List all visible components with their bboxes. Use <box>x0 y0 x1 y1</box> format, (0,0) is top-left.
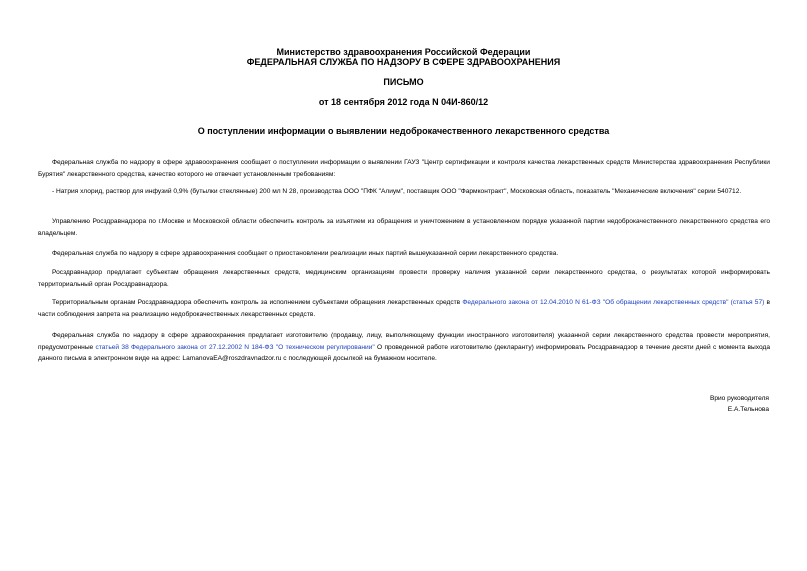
paragraph-3 <box>38 216 770 239</box>
paragraph-6-text <box>38 297 770 320</box>
federal-law-184-fz-link[interactable]: статьей 38 Федерального закона от 27.12.2002 N 184-ФЗ "О техническом регулировании" <box>95 343 375 351</box>
ministry-name: Министерство здравоохранения Российской Федерации <box>276 47 531 57</box>
federal-law-61-fz-link[interactable]: Федерального закона от 12.04.2010 N 61-ФЗ "Об обращении лекарственных средств" (статья 57) <box>462 299 765 306</box>
paragraph-7-text-before: Федеральная служба по надзору в сфере здравоохранения предлагает изготовителю (продавцу, лицу, выполняющему функции иностранного изготовителя) указанной серии лекарственного средства провести мероприятия, предусмотренные <box>38 332 770 351</box>
paragraph-6-text-after: в части соблюдения запрета на реализацию недоброкачественных лекарственных средств. <box>38 299 770 318</box>
paragraph-7-text <box>38 330 770 365</box>
paragraph-4-text: Федеральная служба по надзору в сфере здравоохранения сообщает о приостановлении реализации иных партий вышеуказанной серии лекарственного средства. <box>52 250 559 257</box>
paragraph-1 <box>38 157 770 180</box>
paragraph-5-text: Росздравнадзор предлагает субъектам обращения лекарственных средств, медицинским организациям провести проверку наличия указанной серии лекарственного средства, о результатах которой информировать территориальный орган Росздравнадзора. <box>38 269 770 288</box>
paragraph-7-text-after: О проведенной работе изготовителю (декларанту) информировать Росздравнадзор в течение десяти дней с момента выхода данного письма в электронном виде на адрес: LamanovaEA@roszdravnadzor.ru с последующей досылкой на бумажном носителе. <box>38 343 770 362</box>
paragraph-1-text: Федеральная служба по надзору в сфере здравоохранения сообщает о поступлении информации о выявлении ГАУЗ "Центр сертификации и контроля качества лекарственных средств Министерства здравоохранения Республики Бурятия" лекарственного средства, качество которого не отвечает установленным требованиям: <box>38 159 770 178</box>
document-type: ПИСЬМО <box>383 77 424 87</box>
paragraph-6 <box>38 297 770 320</box>
paragraph-7 <box>38 330 770 365</box>
paragraph-6-text-before: Территориальным органам Росздравнадзора обеспечить контроль за исполнением субъектами обращения лекарственных средств <box>52 299 463 306</box>
document-date-number: от 18 сентября 2012 года N 04И-860/12 <box>318 97 489 107</box>
paragraph-4 <box>38 248 770 260</box>
service-name: ФЕДЕРАЛЬНАЯ СЛУЖБА ПО НАДЗОРУ В СФЕРЕ ЗДРАВООХРАНЕНИЯ <box>246 57 561 67</box>
signature-name: Е.А.Тельнова <box>727 406 769 413</box>
paragraph-5 <box>38 267 770 290</box>
signature-position: Врио руководителя <box>709 395 769 402</box>
paragraph-2 <box>38 186 770 198</box>
paragraph-2-text: - Натрия хлорид, раствор для инфузий 0,9% (бутылки стеклянные) 200 мл N 28, производства ООО "ПФК "Алиум", поставщик ООО "Фармконтракт", Московская область, показатель "Механические включения" серии 540712. <box>52 188 742 195</box>
document-title: О поступлении информации о выявлении недоброкачественного лекарственного средства <box>197 126 610 136</box>
paragraph-3-text: Управлению Росздравнадзора по г.Москве и Московской области обеспечить контроль за изъятием из обращения и уничтожением в установленном порядке указанной партии недоброкачественного лекарственного средства его владельцем. <box>38 218 770 237</box>
